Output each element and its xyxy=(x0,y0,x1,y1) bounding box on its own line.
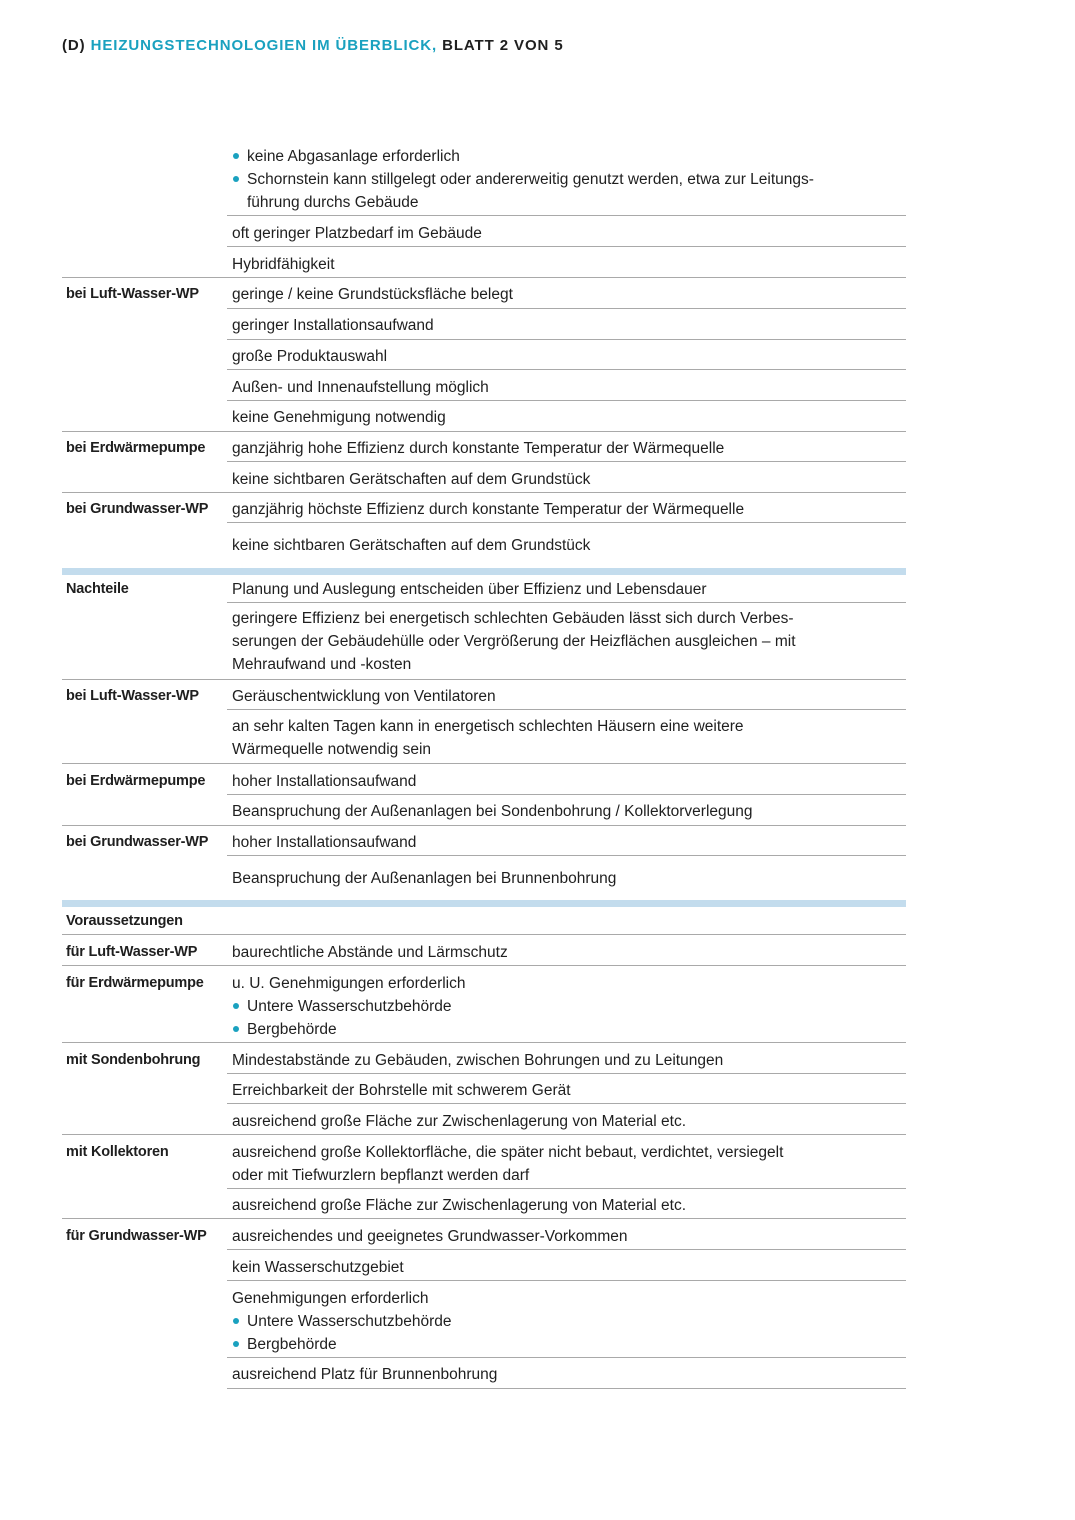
cell-line: geringere Effizienz bei energetisch schlechten Gebäuden lässt sich durch Verbes- xyxy=(232,610,794,627)
table-cell: hoher Installationsaufwand xyxy=(232,773,417,790)
group-divider xyxy=(62,763,906,764)
cell-line: ausreichend große Kollektorfläche, die später nicht bebaut, verdichtet, versiegelt xyxy=(232,1144,784,1161)
table-cell: baurechtliche Abstände und Lärmschutz xyxy=(232,944,508,961)
row-divider xyxy=(227,215,906,216)
row-divider xyxy=(227,709,906,710)
bullet-item: Untere Wasserschutzbehörde xyxy=(232,995,906,1018)
row-divider xyxy=(227,1103,906,1104)
row-divider xyxy=(227,246,906,247)
row-divider xyxy=(227,369,906,370)
table-cell: geringe / keine Grundstücksfläche belegt xyxy=(232,286,513,303)
row-divider xyxy=(227,1388,906,1389)
table-cell: ganzjährig hohe Effizienz durch konstante Temperatur der Wärmequelle xyxy=(232,440,725,457)
table-cell: ausreichend große Fläche zur Zwischenlagerung von Material etc. xyxy=(232,1113,687,1130)
table-cell xyxy=(232,972,906,1041)
table-cell: hoher Installationsaufwand xyxy=(232,834,417,851)
header-sheet: BLATT 2 VON 5 xyxy=(442,37,564,54)
section-bar xyxy=(62,900,906,907)
row-divider xyxy=(227,855,906,856)
table-cell xyxy=(232,607,906,676)
table-cell: große Produktauswahl xyxy=(232,348,388,365)
table-cell: Hybridfähigkeit xyxy=(232,256,335,273)
bullet-item: Untere Wasserschutzbehörde xyxy=(232,1310,906,1333)
table-cell: Geräuschentwicklung von Ventilatoren xyxy=(232,688,496,705)
row-label: mit Kollektoren xyxy=(66,1144,169,1160)
section-label: Nachteile xyxy=(66,581,129,597)
table-cell: geringer Installationsaufwand xyxy=(232,317,434,334)
row-divider xyxy=(227,1249,906,1250)
cell-line: u. U. Genehmigungen erforderlich xyxy=(232,975,466,992)
row-divider xyxy=(227,602,906,603)
bullet-item: Bergbehörde xyxy=(232,1018,906,1041)
row-label: mit Sondenbohrung xyxy=(66,1052,201,1068)
group-divider xyxy=(62,492,906,493)
group-divider xyxy=(62,431,906,432)
table-cell: oft geringer Platzbedarf im Gebäude xyxy=(232,225,482,242)
section-bar xyxy=(62,568,906,575)
group-divider xyxy=(62,277,906,278)
table-cell: ausreichend Platz für Brunnenbohrung xyxy=(232,1366,498,1383)
cell-line: an sehr kalten Tagen kann in energetisch schlechten Häusern eine weitere xyxy=(232,718,744,735)
row-label: bei Luft-Wasser-WP xyxy=(66,688,199,704)
cell-line: Genehmigungen erforderlich xyxy=(232,1290,429,1307)
table-cell: keine sichtbaren Gerätschaften auf dem Grundstück xyxy=(232,537,591,554)
row-label: für Erdwärmepumpe xyxy=(66,975,204,991)
table-cell: Erreichbarkeit der Bohrstelle mit schwerem Gerät xyxy=(232,1082,571,1099)
table-cell: ausreichend große Fläche zur Zwischenlagerung von Material etc. xyxy=(232,1197,687,1214)
table-cell: keine sichtbaren Gerätschaften auf dem Grundstück xyxy=(232,471,591,488)
group-divider xyxy=(62,1042,906,1043)
row-divider xyxy=(227,1280,906,1281)
header-prefix: (D) xyxy=(62,37,86,54)
cell-line: Wärmequelle notwendig sein xyxy=(232,741,432,758)
row-label: bei Erdwärmepumpe xyxy=(66,773,206,789)
table-cell: ausreichendes und geeignetes Grundwasser-Vorkommen xyxy=(232,1228,628,1245)
row-label: bei Grundwasser-WP xyxy=(66,834,209,850)
group-divider xyxy=(62,679,906,680)
row-label: bei Grundwasser-WP xyxy=(66,501,209,517)
group-divider xyxy=(62,965,906,966)
bullet-item: Bergbehörde xyxy=(232,1333,906,1356)
cell-line: oder mit Tiefwurzlern bepflanzt werden darf xyxy=(232,1167,530,1184)
row-divider xyxy=(227,1188,906,1189)
bullet-continuation: führung durchs Gebäude xyxy=(247,194,419,211)
cell-line: Mehraufwand und -kosten xyxy=(232,656,412,673)
group-divider xyxy=(62,934,906,935)
row-divider xyxy=(227,794,906,795)
table-cell xyxy=(232,1287,906,1356)
bullet-item: keine Abgasanlage erforderlich xyxy=(232,145,906,168)
row-divider xyxy=(227,400,906,401)
table-cell: ganzjährig höchste Effizienz durch konstante Temperatur der Wärmequelle xyxy=(232,501,745,518)
table-cell: Beanspruchung der Außenanlagen bei Sondenbohrung / Kollektorverlegung xyxy=(232,803,753,820)
cell-line: serungen der Gebäudehülle oder Vergrößerung der Heizflächen ausgleichen – mit xyxy=(232,633,796,650)
group-divider xyxy=(62,1218,906,1219)
table-cell xyxy=(232,1141,906,1187)
group-divider xyxy=(62,825,906,826)
table-cell: keine Genehmigung notwendig xyxy=(232,409,446,426)
row-divider xyxy=(227,1357,906,1358)
row-divider xyxy=(227,308,906,309)
row-divider xyxy=(227,461,906,462)
row-label: bei Luft-Wasser-WP xyxy=(66,286,199,302)
intro-bullets xyxy=(232,145,906,214)
row-divider xyxy=(227,522,906,523)
section-label: Voraussetzungen xyxy=(66,913,183,929)
table-cell: kein Wasserschutzgebiet xyxy=(232,1259,404,1276)
group-divider xyxy=(62,1134,906,1135)
header-title: HEIZUNGSTECHNOLOGIEN IM ÜBERBLICK, xyxy=(90,37,438,54)
page-header xyxy=(62,37,564,54)
table-cell: Außen- und Innenaufstellung möglich xyxy=(232,379,489,396)
table-cell: Planung und Auslegung entscheiden über Effizienz und Lebensdauer xyxy=(232,581,707,598)
table-cell: Beanspruchung der Außenanlagen bei Brunnenbohrung xyxy=(232,870,617,887)
row-label: für Luft-Wasser-WP xyxy=(66,944,198,960)
table-cell xyxy=(232,715,906,761)
row-label: für Grundwasser-WP xyxy=(66,1228,207,1244)
row-divider xyxy=(227,1073,906,1074)
table-cell: Mindestabstände zu Gebäuden, zwischen Bohrungen und zu Leitungen xyxy=(232,1052,724,1069)
row-label: bei Erdwärmepumpe xyxy=(66,440,206,456)
bullet-item: Schornstein kann stillgelegt oder andererweitig genutzt werden, etwa zur Leitungs- xyxy=(232,168,906,191)
row-divider xyxy=(227,339,906,340)
